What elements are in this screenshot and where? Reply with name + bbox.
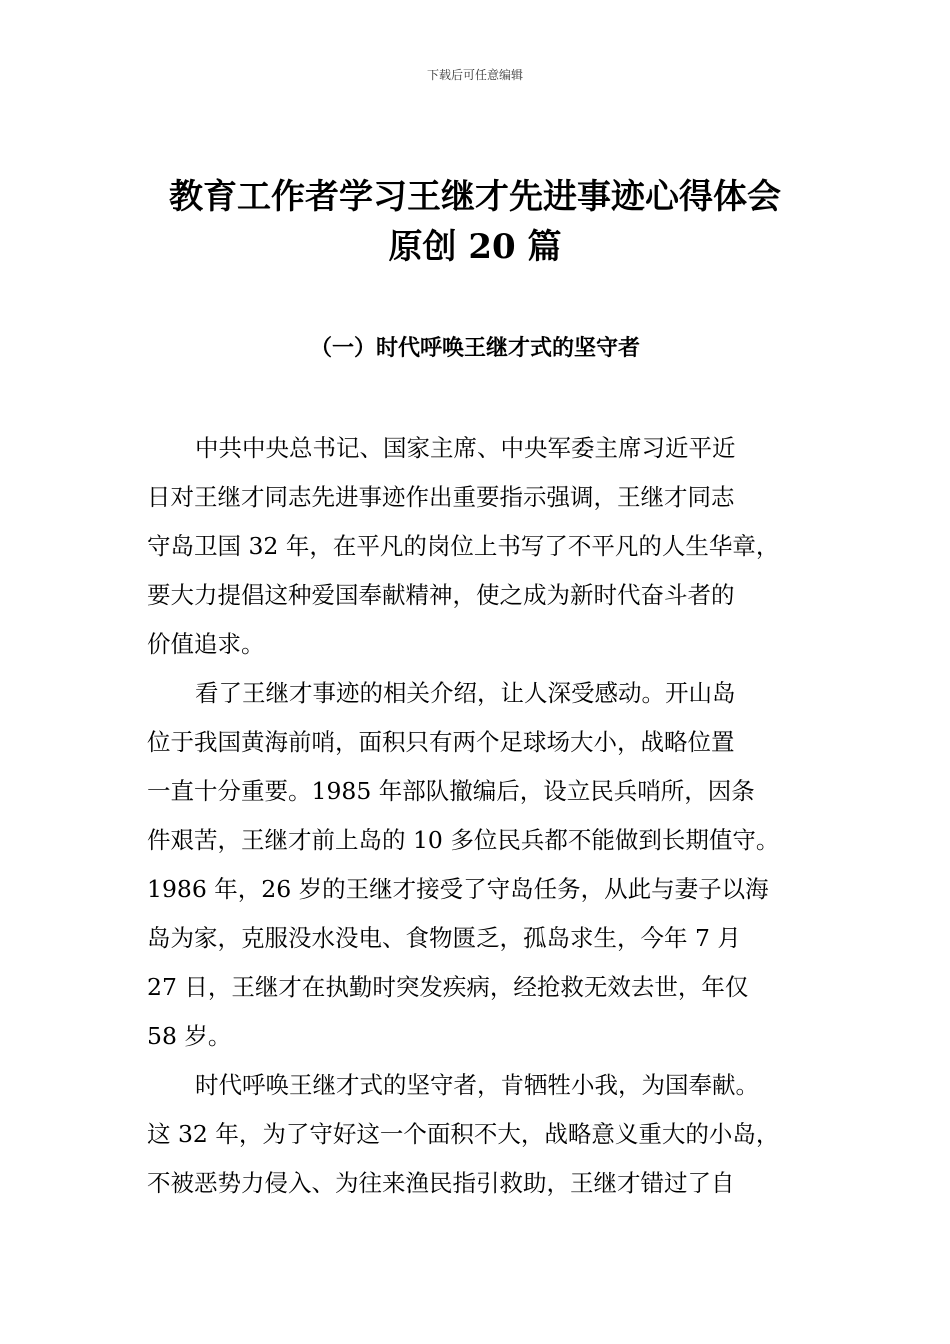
paragraph-line: 件艰苦，王继才前上岛的 10 多位民兵都不能做到长期值守。 [147, 826, 780, 854]
paragraph-line: 1986 年，26 岁的王继才接受了守岛任务，从此与妻子以海 [147, 875, 769, 903]
paragraph-3 [147, 1061, 837, 1208]
paragraph-line: 一直十分重要。1985 年部队撤编后，设立民兵哨所，因条 [147, 777, 755, 805]
section-heading: （一）时代呼唤王继才式的坚守者 [309, 335, 640, 361]
paragraph-1 [147, 424, 837, 669]
paragraph-2 [147, 669, 837, 1061]
paragraph-line: 要大力提倡这种爱国奉献精神，使之成为新时代奋斗者的 [147, 581, 735, 609]
paragraph-line: 看了王继才事迹的相关介绍，让人深受感动。开山岛 [195, 679, 736, 707]
paragraph-line: 27 日，王继才在执勤时突发疾病，经抢救无效去世，年仅 [147, 973, 749, 1001]
paragraph-line: 中共中央总书记、国家主席、中央军委主席习近平近 [195, 434, 736, 462]
document-title [100, 172, 850, 272]
paragraph-line: 岛为家，克服没水没电、食物匮乏，孤岛求生，今年 7 月 [147, 924, 741, 952]
title-line-2: 原创 20 篇 [388, 227, 562, 267]
paragraph-line: 守岛卫国 32 年，在平凡的岗位上书写了不平凡的人生华章， [147, 532, 780, 560]
paragraph-line: 不被恶势力侵入、为往来渔民指引救助，王继才错过了自 [147, 1169, 735, 1197]
paragraph-line: 这 32 年，为了守好这一个面积不大，战略意义重大的小岛， [147, 1120, 780, 1148]
paragraph-line: 58 岁。 [147, 1022, 232, 1050]
paragraph-line: 日对王继才同志先进事迹作出重要指示强调，王继才同志 [147, 483, 735, 511]
paragraph-line: 位于我国黄海前哨，面积只有两个足球场大小，战略位置 [147, 728, 735, 756]
body-text [147, 424, 837, 1208]
paragraph-line: 价值追求。 [147, 630, 265, 658]
title-line-1: 教育工作者学习王继才先进事迹心得体会 [169, 177, 781, 217]
header-note: 下载后可任意编辑 [426, 68, 523, 82]
paragraph-line: 时代呼唤王继才式的坚守者，肯牺牲小我，为国奉献。 [195, 1071, 759, 1099]
